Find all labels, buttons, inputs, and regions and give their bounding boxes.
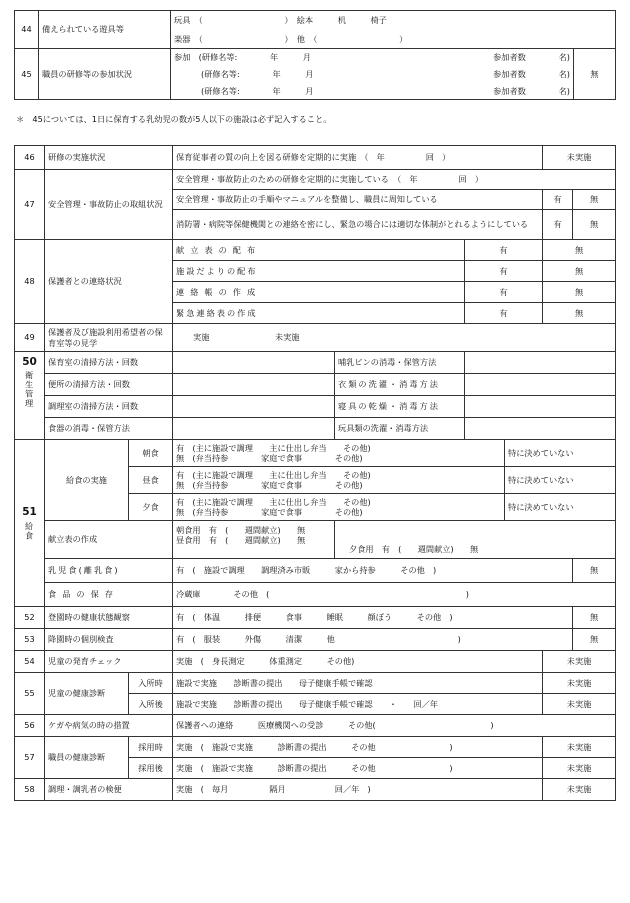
not-implemented: 未実施 bbox=[543, 737, 616, 758]
row-text: 実施 ( 毎月 隔月 回／年 ) bbox=[173, 779, 543, 801]
contact-item: 献立表の配布 bbox=[173, 240, 465, 261]
row-label: 登園時の健康状態観察 bbox=[45, 607, 173, 629]
sub-label: 入所後 bbox=[129, 694, 173, 715]
food-storage-options: 冷蔵庫 その他 ( ) bbox=[173, 583, 616, 607]
meal-no-line: 無 (弁当持参 家庭で食事 その他) bbox=[176, 480, 363, 490]
training-line-2: (研修名等: 年 月 bbox=[201, 68, 314, 79]
hygiene-answer bbox=[173, 396, 335, 418]
hygiene-item: 保育室の清掃方法・回数 bbox=[45, 352, 173, 374]
not-decided: 特に決めていない bbox=[505, 467, 616, 494]
meal-options bbox=[173, 467, 505, 494]
no-option: 無 bbox=[543, 240, 616, 261]
row-text: 実施 ( 施設で実施 診断書の提出 その他 ) bbox=[173, 758, 543, 779]
not-implemented: 未実施 bbox=[543, 758, 616, 779]
row-number: 51 bbox=[22, 505, 37, 518]
yes-option: 有 bbox=[465, 303, 543, 324]
facility-table-main bbox=[14, 145, 616, 801]
row-label: 研修の実施状況 bbox=[45, 146, 173, 170]
menu-dinner: 夕食用 有 ( 週間献立) 無 bbox=[335, 521, 616, 559]
hygiene-answer bbox=[465, 396, 616, 418]
row-label: 安全管理・事故防止の取組状況 bbox=[45, 170, 173, 240]
participant-count-3: 参加者数 名) bbox=[474, 83, 574, 100]
sub-label: 採用後 bbox=[129, 758, 173, 779]
row-label: ケガや病気の時の措置 bbox=[45, 715, 173, 737]
row-text: 実施 ( 施設で実施 診断書の提出 その他 ) bbox=[173, 737, 543, 758]
row-text: 保護者への連絡 医療機関への受診 その他( ) bbox=[173, 715, 616, 737]
hygiene-answer bbox=[465, 352, 616, 374]
row-label: 調理・調乳者の検便 bbox=[45, 779, 173, 801]
hygiene-item: 玩具類の洗濯・消毒方法 bbox=[335, 418, 465, 440]
yes-option: 有 bbox=[543, 210, 573, 240]
hygiene-item: 衣類の洗濯・消毒方法 bbox=[335, 374, 465, 396]
no-option: 無 bbox=[543, 282, 616, 303]
row-label: 保護者との連絡状況 bbox=[45, 240, 173, 324]
no-option: 無 bbox=[573, 210, 616, 240]
row-label: 児童の発育チェック bbox=[45, 651, 173, 673]
yes-option: 有 bbox=[465, 240, 543, 261]
food-storage-label: 食品の保存 bbox=[45, 583, 173, 607]
row-number: 53 bbox=[15, 629, 45, 651]
none-option: 無 bbox=[573, 559, 616, 583]
group-label: 給食 bbox=[24, 521, 35, 541]
row-label: 児童の健康診断 bbox=[45, 673, 129, 715]
contact-item: 施設だよりの配布 bbox=[173, 261, 465, 282]
safety-text-1: 安全管理・事故防止のための研修を定期的に実施している （ 年 回 ） bbox=[173, 170, 616, 190]
not-implemented: 未実施 bbox=[543, 651, 616, 673]
hygiene-item: 寝具の乾燥・消毒方法 bbox=[335, 396, 465, 418]
meal-yes-line: 有 (主に施設で調理 主に仕出し弁当 その他) bbox=[176, 496, 371, 507]
row-number: 46 bbox=[15, 146, 45, 170]
row-text: 保育従事者の質の向上を図る研修を定期的に実施 （ 年 回 ） bbox=[173, 146, 543, 170]
facility-table-top bbox=[14, 10, 616, 100]
menu-label: 献立表の作成 bbox=[45, 521, 173, 559]
hygiene-answer bbox=[465, 418, 616, 440]
row-text: 施設で実施 診断書の提出 母子健康手帳で確認 bbox=[173, 673, 543, 694]
row-text: 施設で実施 診断書の提出 母子健康手帳で確認 ・ 回／年 bbox=[173, 694, 543, 715]
participant-count-2: 参加者数 名) bbox=[493, 68, 570, 79]
footnote: ＊ 45については、1日に保育する乳幼児の数が5人以下の施設は必ず記入すること。 bbox=[16, 114, 332, 124]
none-option: 無 bbox=[573, 629, 616, 651]
not-implemented: 未実施 bbox=[543, 694, 616, 715]
meal-yes-line: 有 (主に施設で調理 主に仕出し弁当 その他) bbox=[176, 442, 371, 453]
row-number: 55 bbox=[15, 673, 45, 715]
yes-option: 有 bbox=[465, 261, 543, 282]
yes-option: 有 bbox=[543, 190, 573, 210]
not-decided: 特に決めていない bbox=[505, 494, 616, 521]
row-number: 44 bbox=[15, 11, 39, 49]
hygiene-answer bbox=[173, 374, 335, 396]
hygiene-answer bbox=[465, 374, 616, 396]
safety-text-2: 安全管理・事故防止の手順やマニュアルを整備し、職員に周知している bbox=[173, 190, 543, 210]
meal-label: 給食の実施 bbox=[45, 440, 129, 521]
meal-name: 昼食 bbox=[129, 467, 173, 494]
no-option: 無 bbox=[543, 303, 616, 324]
not-implemented: 未実施 bbox=[543, 779, 616, 801]
row-label: 職員の研修等の参加状況 bbox=[39, 49, 171, 100]
not-implemented: 未実施 bbox=[543, 146, 616, 170]
row-number: 49 bbox=[15, 324, 45, 352]
group-label: 衛生管理 bbox=[24, 371, 35, 408]
meal-no-line: 無 (弁当持参 家庭で食事 その他) bbox=[176, 453, 363, 463]
row-number: 45 bbox=[15, 49, 39, 100]
row-text: 有 ( 体温 排便 食事 睡眠 顔ぼう その他 ) bbox=[173, 607, 573, 629]
meal-name: 夕食 bbox=[129, 494, 173, 521]
row-number: 50 bbox=[22, 356, 37, 368]
row-text: 実施 ( 身長測定 体重測定 その他) bbox=[173, 651, 543, 673]
hygiene-answer bbox=[173, 418, 335, 440]
row-label: 職員の健康診断 bbox=[45, 737, 129, 779]
baby-food-options: 有 ( 施設で調理 調理済み市販 家から持参 その他 ) bbox=[173, 559, 573, 583]
sub-label: 入所時 bbox=[129, 673, 173, 694]
contact-item: 連絡帳の作成 bbox=[173, 282, 465, 303]
none-option: 無 bbox=[573, 607, 616, 629]
row-number: 57 bbox=[15, 737, 45, 779]
row-number: 48 bbox=[15, 240, 45, 324]
meal-options bbox=[173, 494, 505, 521]
training-line-3: (研修名等: 年 月 bbox=[171, 83, 474, 100]
training-line-1: 参加 (研修名等: 年 月 bbox=[171, 49, 474, 66]
safety-text-3: 消防署・病院等保健機関との連絡を密にし、緊急の場合には適切な体制がとれるようにしている bbox=[173, 210, 543, 240]
no-option: 無 bbox=[543, 261, 616, 282]
row-number: 47 bbox=[15, 170, 45, 240]
equipment-line-2: 楽器 （ ） 他 （ ） bbox=[171, 30, 616, 49]
row-text: 有 ( 服装 外傷 清潔 他 ) bbox=[173, 629, 573, 651]
row-number: 54 bbox=[15, 651, 45, 673]
hygiene-item: 便所の清掃方法・回数 bbox=[45, 374, 173, 396]
meal-name: 朝食 bbox=[129, 440, 173, 467]
participant-count-1: 参加者数 名) bbox=[474, 49, 574, 66]
hygiene-item: 調理室の清掃方法・回数 bbox=[45, 396, 173, 418]
row-label: 降園時の個別検査 bbox=[45, 629, 173, 651]
row-number: 56 bbox=[15, 715, 45, 737]
row-text: 実施 未実施 bbox=[173, 324, 616, 352]
hygiene-answer bbox=[173, 352, 335, 374]
yes-option: 有 bbox=[465, 282, 543, 303]
baby-food-label: 乳児食(離乳食) bbox=[45, 559, 173, 583]
menu-lunch: 昼食用 有 ( 週間献立) 無 bbox=[176, 535, 306, 546]
menu-breakfast: 朝食用 有 ( 週間献立) 無 bbox=[176, 525, 306, 535]
not-decided: 特に決めていない bbox=[505, 440, 616, 467]
row-label: 保護者及び施設利用希望者の保育室等の見学 bbox=[45, 324, 173, 352]
meal-options bbox=[173, 440, 505, 467]
contact-item: 緊急連絡表の作成 bbox=[173, 303, 465, 324]
sub-label: 採用時 bbox=[129, 737, 173, 758]
hygiene-item: 食器の消毒・保管方法 bbox=[45, 418, 173, 440]
row-number: 58 bbox=[15, 779, 45, 801]
row-label: 備えられている遊具等 bbox=[39, 11, 171, 49]
none-option: 無 bbox=[574, 49, 616, 100]
meal-no-line: 無 (弁当持参 家庭で食事 その他) bbox=[176, 507, 363, 517]
row-number: 52 bbox=[15, 607, 45, 629]
meal-yes-line: 有 (主に施設で調理 主に仕出し弁当 その他) bbox=[176, 469, 371, 480]
not-implemented: 未実施 bbox=[543, 673, 616, 694]
equipment-line-1: 玩具 （ ） 絵本 机 椅子 bbox=[171, 11, 616, 30]
no-option: 無 bbox=[573, 190, 616, 210]
hygiene-item: 哺乳ビンの消毒・保管方法 bbox=[335, 352, 465, 374]
